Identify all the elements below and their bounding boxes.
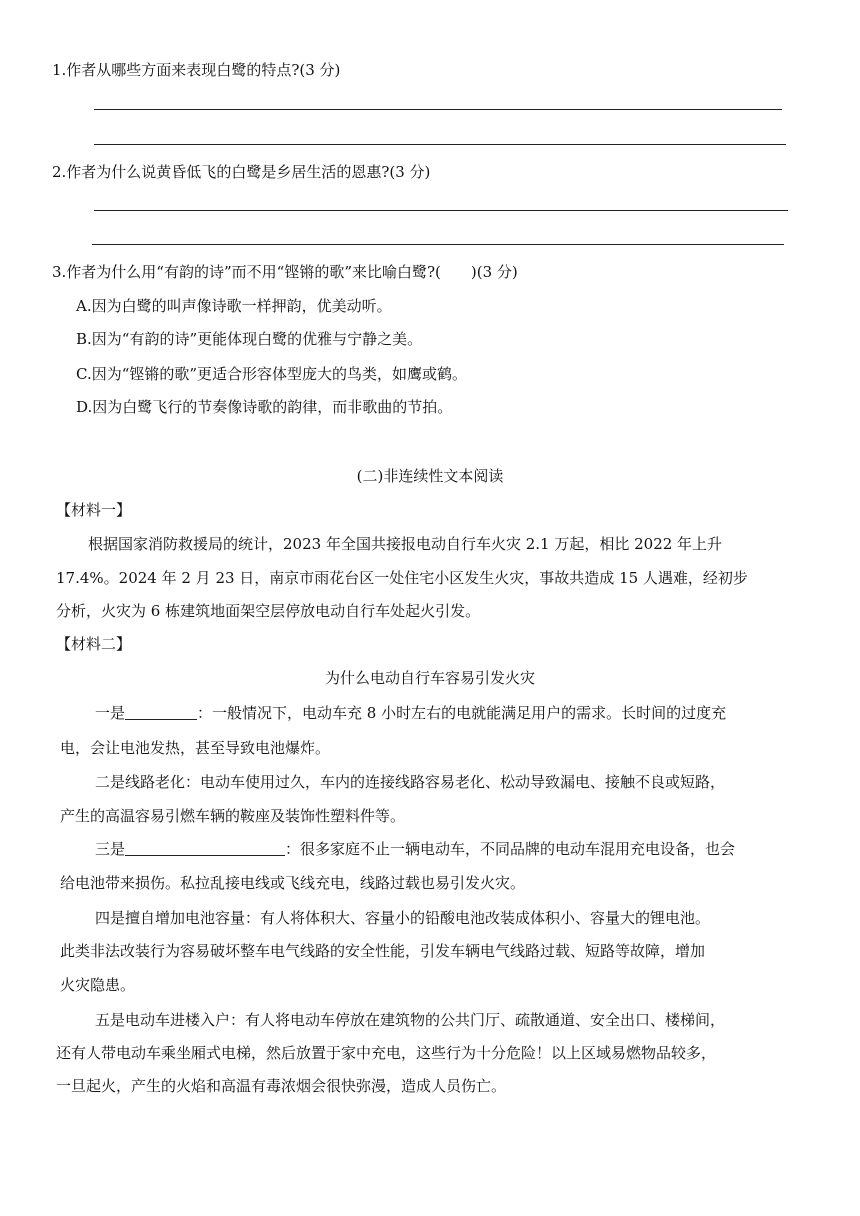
paragraph-4-line-2: 此类非法改装行为容易破坏整车电气线路的安全性能，引发车辆电气线路过载、短路等故障，增加 — [60, 942, 706, 960]
paragraph-1-text: ：一般情况下，电动车充 8 小时左右的电就能满足用户的需求。长时间的过度充 — [197, 704, 727, 722]
option-d[interactable]: D.因为白鹭飞行的节奏像诗歌的韵律，而非歌曲的节拍。 — [76, 398, 453, 416]
question-2: 2.作者为什么说黄昏低飞的白鹭是乡居生活的恩惠?(3 分) — [52, 163, 431, 181]
answer-line[interactable] — [94, 109, 782, 110]
paragraph-5-line: 五是电动车进楼入户：有人将电动车停放在建筑物的公共门厅、疏散通道、安全出口、楼梯间， — [95, 1011, 726, 1029]
answer-line[interactable] — [94, 210, 788, 211]
paragraph-1-line-2: 电，会让电池发热，甚至导致电池爆炸。 — [60, 739, 331, 757]
material-2-heading: 【材料二】 — [56, 635, 132, 653]
paragraph-3-line-2: 给电池带来损伤。私拉乱接电线或飞线充电，线路过载也易引发火灾。 — [60, 874, 526, 892]
paragraph-3-text: ：很多家庭不止一辆电动车，不同品牌的电动车混用充电设备，也会 — [285, 840, 736, 858]
fill-in-blank-1[interactable] — [125, 705, 197, 720]
paragraph-3-line — [95, 839, 735, 859]
question-1: 1.作者从哪些方面来表现白鹭的特点?(3 分) — [52, 61, 341, 79]
material-1-line: 根据国家消防救援局的统计，2023 年全国共接报电动自行车火灾 2.1 万起，相比 2022 年上升 — [88, 535, 723, 553]
section-title: (二)非连续性文本阅读 — [356, 467, 504, 485]
fill-in-blank-2[interactable] — [125, 841, 285, 856]
paragraph-1-line — [95, 703, 726, 723]
paragraph-4-line-3: 火灾隐患。 — [60, 976, 136, 994]
material-1-heading: 【材料一】 — [56, 501, 132, 519]
option-b[interactable]: B.因为“有韵的诗”更能体现白鹭的优雅与宁静之美。 — [76, 330, 423, 348]
paragraph-1-prefix: 一是 — [95, 704, 126, 722]
answer-line[interactable] — [94, 144, 786, 145]
material-1-line: 17.4%。2024 年 2 月 23 日，南京市雨花台区一处住宅小区发生火灾，事故共造成 15 人遇难，经初步 — [56, 569, 748, 587]
option-c[interactable]: C.因为“铿锵的歌”更适合形容体型庞大的鸟类，如鹰或鹤。 — [76, 365, 468, 383]
option-a[interactable]: A.因为白鹭的叫声像诗歌一样押韵，优美动听。 — [76, 297, 392, 315]
paragraph-2-line-2: 产生的高温容易引燃车辆的鞍座及装饰性塑料件等。 — [60, 807, 406, 825]
paragraph-3-prefix: 三是 — [95, 840, 126, 858]
paragraph-2-line: 二是线路老化：电动车使用过久，车内的连接线路容易老化、松动导致漏电、接触不良或短路， — [95, 773, 726, 791]
paragraph-5-line-3: 一旦起火，产生的火焰和高温有毒浓烟会很快弥漫，造成人员伤亡。 — [56, 1077, 507, 1095]
material-2-title: 为什么电动自行车容易引发火灾 — [324, 669, 535, 687]
answer-line[interactable] — [92, 244, 784, 245]
question-3: 3.作者为什么用“有韵的诗”而不用“铿锵的歌”来比喻白鹭?( )(3 分) — [52, 263, 518, 281]
paragraph-5-line-2: 还有人带电动车乘坐厢式电梯，然后放置于家中充电，这些行为十分危险！以上区域易燃物品较多， — [56, 1044, 717, 1062]
paragraph-4-line: 四是擅自增加电池容量：有人将体积大、容量小的铅酸电池改装成体积小、容量大的锂电池。 — [95, 909, 711, 927]
material-1-line: 分析，火灾为 6 栋建筑地面架空层停放电动自行车处起火引发。 — [56, 602, 481, 620]
